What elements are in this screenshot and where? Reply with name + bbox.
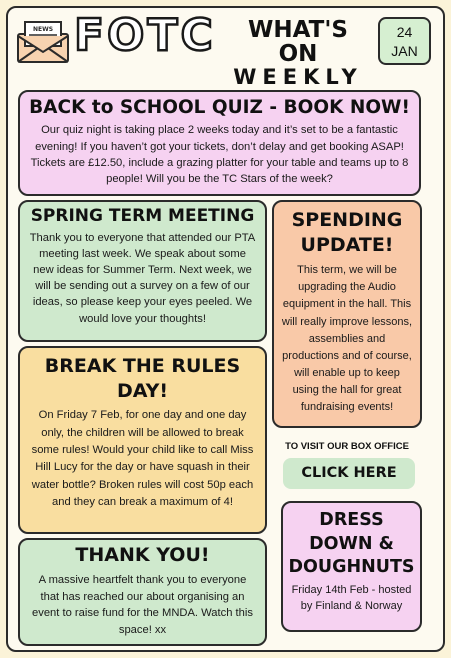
thank-you-body: A massive heartfelt thank you to everyone that has reached our about organising an event to raise fund for the MNDA. Watch this space! xx	[32, 573, 253, 637]
weekly-text: WEEKLY	[233, 65, 363, 90]
date-day: 24	[396, 24, 413, 40]
dress-down-card	[281, 501, 422, 632]
break-rules-card	[18, 346, 267, 534]
box-office-label: TO VISIT OUR BOX OFFICE	[285, 441, 409, 452]
dress-down-title: DRESS DOWN & DOUGHNUTS	[288, 510, 415, 578]
spring-term-card	[18, 200, 267, 342]
spring-term-body: Thank you to everyone that attended our PTA meeting last week. We speak about some new ideas for Summer Term. Next week, we will be sending out a survey on a few of our ideas, so please keep your eyes peeled. We would love your thoughts!	[29, 231, 256, 325]
quiz-card	[18, 90, 421, 196]
whats-on-weekly-title	[228, 18, 368, 88]
break-rules-title: BREAK THE RULES DAY!	[44, 355, 241, 402]
spending-update-title: SPENDING UPDATE!	[291, 209, 403, 256]
quiz-body: Our quiz night is taking place 2 weeks today and it’s set to be a fantastic evening! If you haven’t got your tickets, don’t delay and get booking ASAP! Tickets are £12.50, include a grazing platter for your table and teams up to 8 people! Will you be the TC Stars of the week?	[30, 124, 409, 185]
spending-update-card	[272, 200, 422, 428]
click-here-button[interactable]: CLICK HERE	[283, 458, 415, 489]
spending-update-body: This term, we will be upgrading the Audio equipment in the hall. This will really improve lessons, assemblies and productions and of course, will enable up to keep using the hall for great fundraising events!	[281, 264, 413, 413]
thank-you-card	[18, 538, 267, 646]
news-icon-label: NEWS	[32, 26, 54, 33]
whats-on-text: WHAT'S ON	[248, 17, 348, 68]
date-badge	[378, 17, 431, 65]
newspaper-envelope-icon	[16, 20, 70, 64]
date-month: JAN	[391, 43, 418, 59]
dress-down-body: Friday 14th Feb - hosted by Finland & Norway	[291, 583, 412, 613]
quiz-title: BACK to SCHOOL QUIZ - BOOK NOW!	[29, 97, 410, 118]
fotc-logo: FOTC	[74, 10, 216, 61]
break-rules-body: On Friday 7 Feb, for one day and one day only, the children will be allowed to break some rules! Would your child like to call Miss Hill Lucy for the day or have squash in their water bottle? Broken rules will cost 50p each and they can break a maximum of 4!	[31, 409, 254, 509]
spring-term-title: SPRING TERM MEETING	[30, 206, 255, 226]
thank-you-title: THANK YOU!	[75, 544, 210, 566]
